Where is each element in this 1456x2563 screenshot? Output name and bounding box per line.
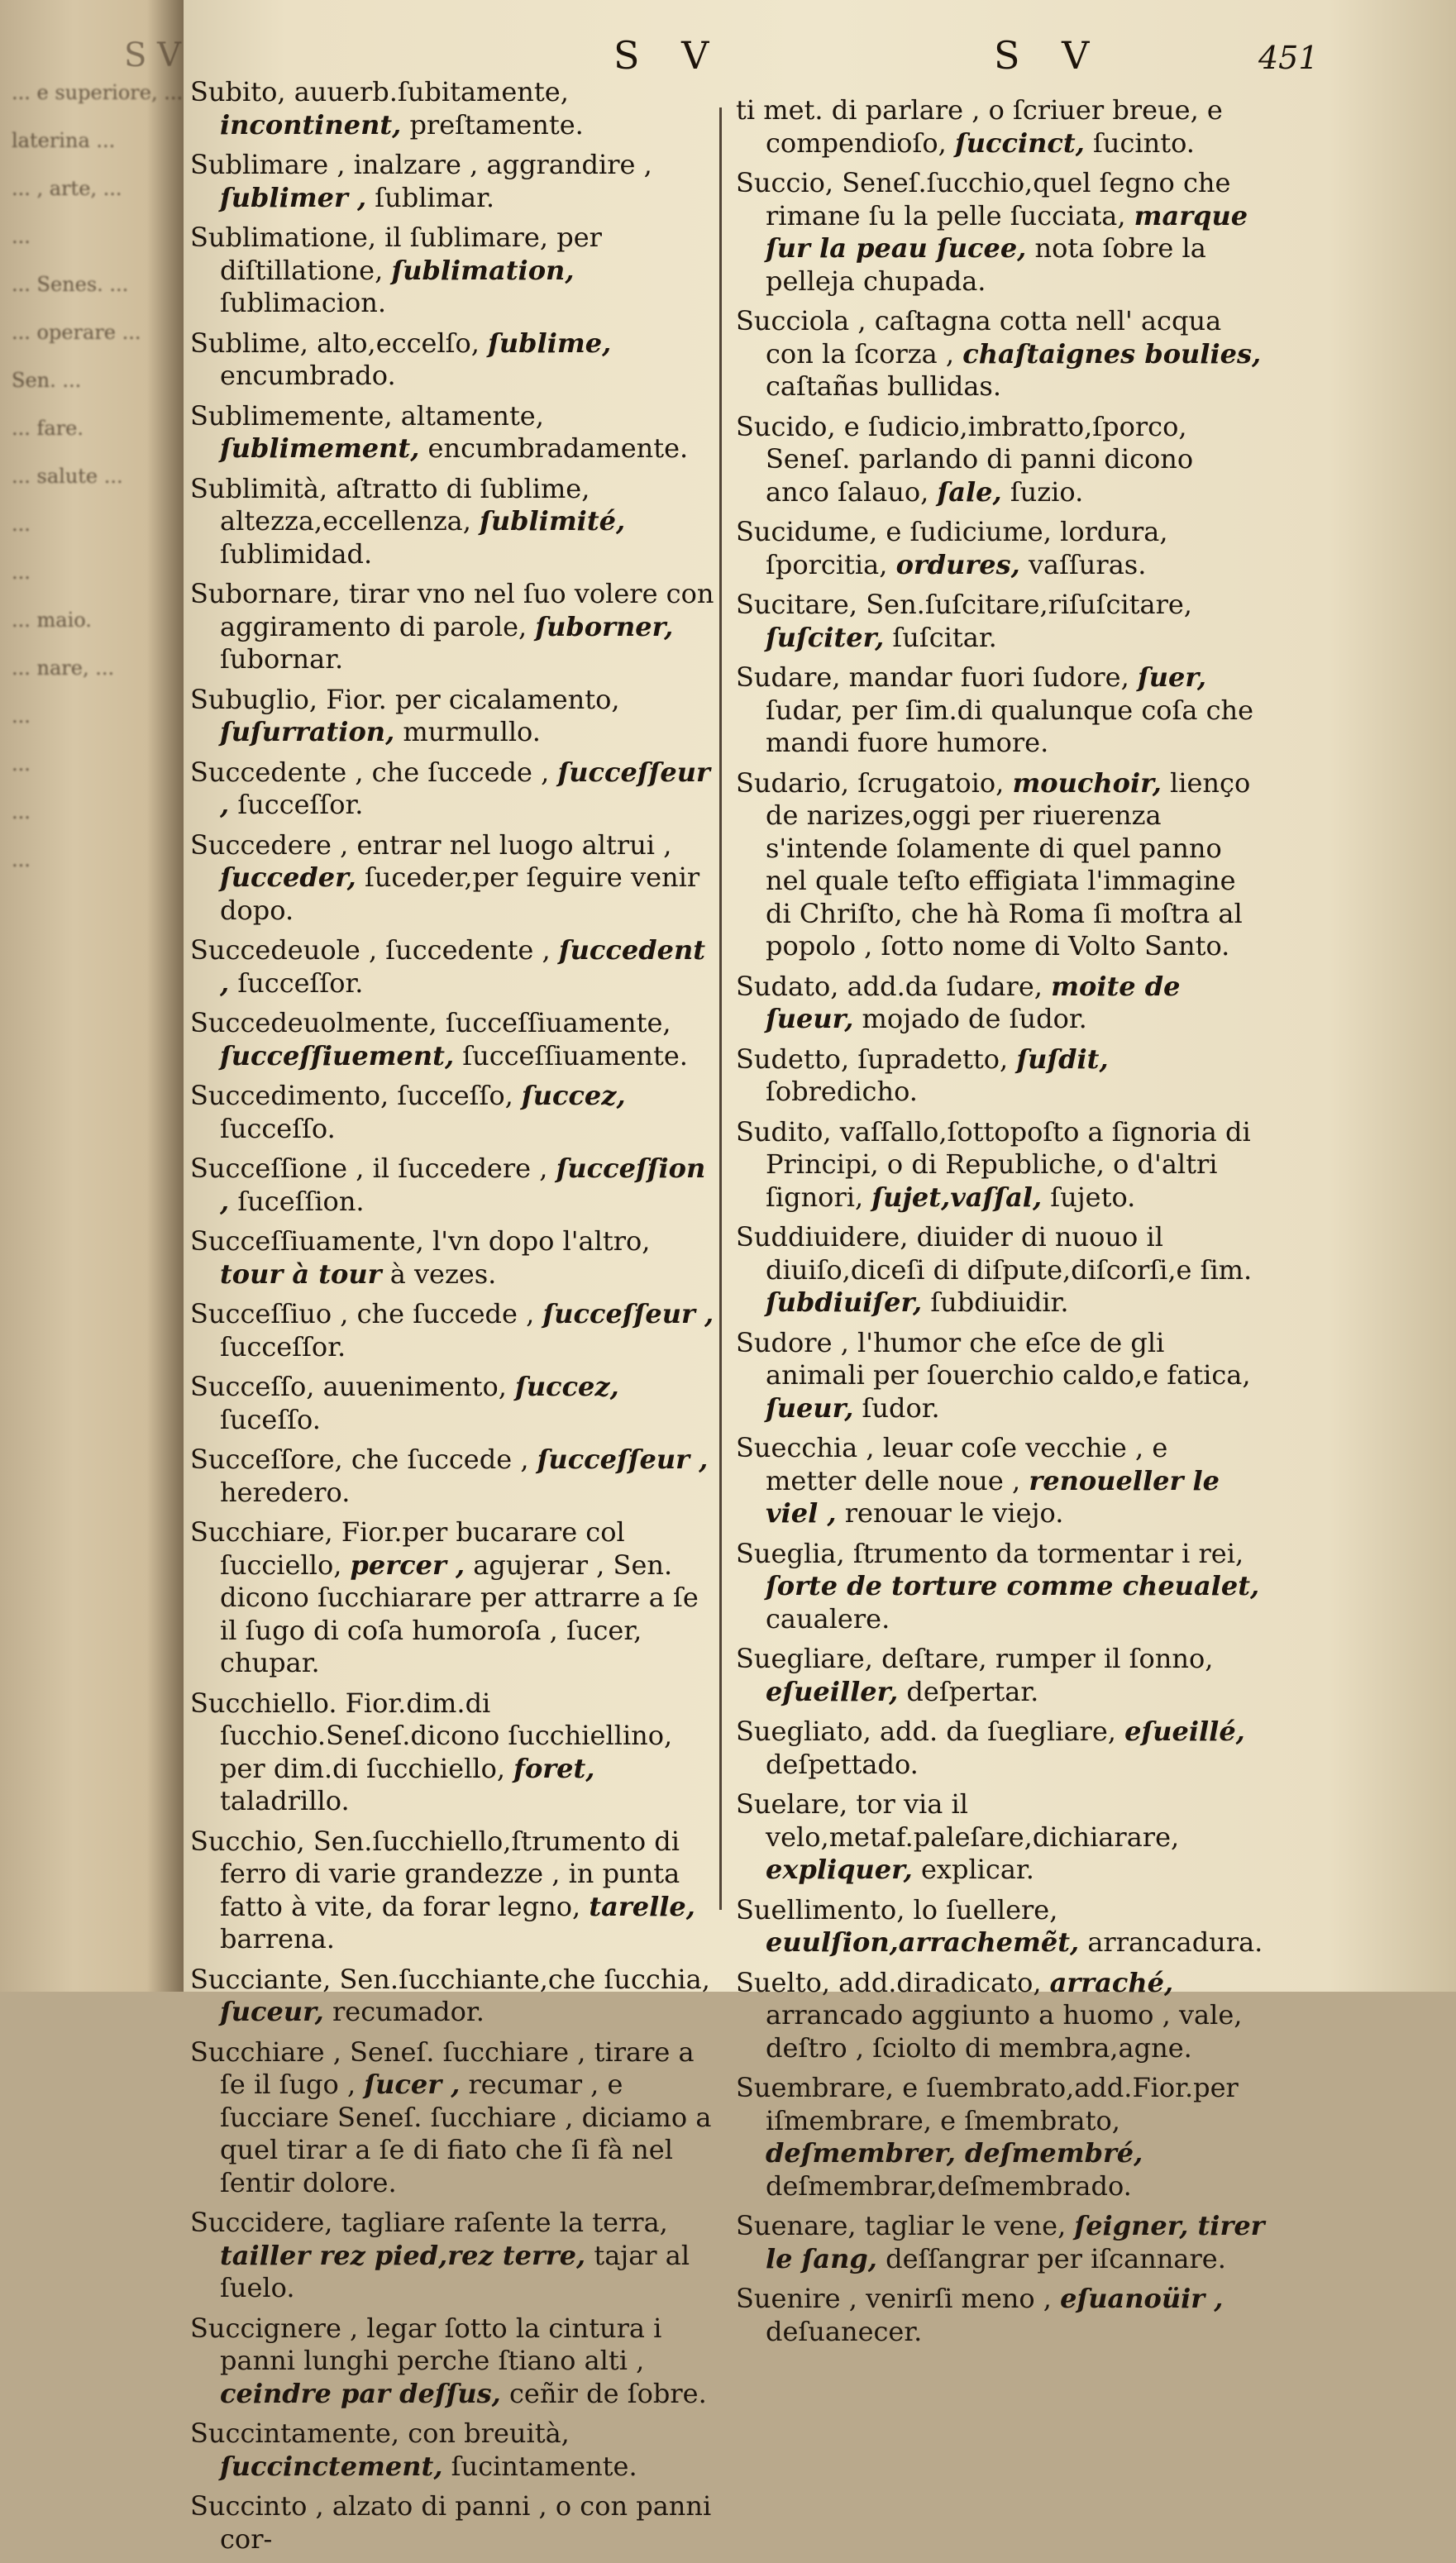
definition: leuar coſe vecchie , e metter delle noue ,: [766, 1432, 1168, 1496]
definition: Seneſ.ſucchio,quel ſegno che rimane ſu la pelle ſucciata,: [766, 167, 1231, 231]
headword: Sudato,: [736, 970, 839, 1002]
french-equivalent: ſuer,: [1137, 661, 1206, 693]
french-equivalent: ſuccedent ,: [220, 934, 706, 999]
definition: diuider di nuouo il diuiſo,diceſi di diſpute,diſcorſi,e ſim.: [766, 1221, 1253, 1286]
spanish-equivalent: taladrillo.: [220, 1785, 350, 1816]
definition: che ſuccede ,: [371, 756, 550, 788]
french-equivalent: ſucceder,: [220, 861, 356, 893]
dictionary-entry: [190, 1687, 719, 1818]
french-equivalent: ſorte de torture comme cheualet,: [766, 1570, 1260, 1601]
french-equivalent: moite de ſueur,: [766, 970, 1181, 1034]
headword: Succedere ,: [190, 828, 349, 861]
spanish-equivalent: recumador.: [332, 1996, 485, 2027]
dictionary-entry: [190, 1826, 719, 1956]
french-equivalent: ſucceſſiuement,: [220, 1039, 455, 1071]
definition: il ſublimare, per diſtillatione,: [220, 222, 602, 286]
french-equivalent: ſueur,: [766, 1391, 854, 1424]
definition: e ſuembrato,add.Fior.per iſmembrare, e ſmembrato,: [766, 2072, 1239, 2136]
definition: add.da ſudare,: [847, 970, 1043, 1002]
french-equivalent: percer ,: [350, 1549, 465, 1581]
french-equivalent: ſucceſſeur ,: [542, 1298, 714, 1329]
dictionary-entry: [190, 76, 719, 141]
spanish-equivalent: caſtañas bullidas.: [766, 370, 1002, 402]
dictionary-entry: [190, 400, 719, 465]
french-equivalent: renoueller le viel ,: [766, 1464, 1220, 1529]
spanish-equivalent: deſuanecer.: [766, 2315, 923, 2347]
spanish-equivalent: tajar al ſuelo.: [220, 2239, 690, 2303]
headword: Suelare,: [736, 1788, 848, 1820]
spanish-equivalent: caualere.: [766, 1602, 890, 1635]
spanish-equivalent: deſmembrar,deſmembrado.: [766, 2169, 1132, 2202]
french-equivalent: ſucceſſion ,: [220, 1153, 706, 1217]
spanish-equivalent: ſudar, per ſim.di qualunque coſa che mandi fuore humore.: [766, 694, 1254, 758]
definition: deſtare, rumper il ſonno,: [881, 1643, 1214, 1674]
spanish-equivalent: ſucintamente.: [451, 2450, 637, 2482]
french-equivalent: ſucceſſeur ,: [220, 756, 710, 820]
spanish-equivalent: encumbrado.: [220, 360, 396, 391]
headword: Succignere ,: [190, 2312, 359, 2344]
definition: ſucceſſo,: [397, 1080, 513, 1111]
column-rule: [719, 107, 722, 1910]
french-equivalent: ſublime,: [488, 327, 612, 359]
french-equivalent: eſueillé,: [1124, 1716, 1245, 1747]
spanish-equivalent: nota ſobre la pelleja chupada.: [766, 232, 1206, 297]
french-equivalent: ſucceſſeur ,: [537, 1444, 709, 1475]
dictionary-entry: [736, 516, 1265, 581]
headword: Suenare,: [736, 2210, 857, 2241]
dictionary-entry: [736, 411, 1265, 509]
definition: altamente,: [400, 399, 544, 432]
spanish-equivalent: deſpertar.: [906, 1675, 1039, 1707]
headword: Succeſſiuo ,: [190, 1298, 349, 1329]
headword: Sucidume,: [736, 516, 878, 547]
dictionary-entry: [736, 1538, 1265, 1636]
dictionary-entry: [736, 305, 1265, 403]
spanish-equivalent: ſublimidad.: [220, 537, 373, 570]
facing-page-fragment: ...: [12, 704, 31, 728]
dictionary-entry: [736, 1894, 1265, 1959]
running-head-left: S V: [613, 33, 724, 78]
headword: Succedente ,: [190, 756, 364, 788]
dictionary-entry: [736, 2283, 1265, 2348]
headword: Subuglio,: [190, 683, 318, 715]
facing-page-fragment: ...: [12, 225, 31, 248]
dictionary-entry: [190, 578, 719, 676]
definition: add.diradicato,: [838, 1966, 1042, 1998]
definition: alto,eccelſo,: [317, 327, 480, 359]
french-equivalent: ſuccinct,: [955, 126, 1085, 159]
spanish-equivalent: deſſangrar per iſcannare.: [886, 2242, 1226, 2274]
definition: aſtratto di ſublime, altezza,eccellenza,: [220, 472, 590, 537]
facing-page-fragment: Sen. ...: [12, 369, 82, 392]
headword: Succiante,: [190, 1963, 332, 1995]
headword: Succidere,: [190, 2207, 333, 2238]
spanish-equivalent: arrancadura.: [1087, 1926, 1263, 1958]
headword: Succeſſiuamente,: [190, 1225, 424, 1257]
headword: Succedeuolmente,: [190, 1007, 437, 1038]
definition: Seneſ. ſucchiare , tirare a ſe il ſugo ,: [220, 2036, 695, 2100]
headword: Succedimento,: [190, 1080, 389, 1111]
spanish-equivalent: renouar le viejo.: [844, 1497, 1064, 1529]
spanish-equivalent: ſuzio.: [1010, 475, 1084, 508]
facing-page-running-head: S V: [124, 36, 182, 74]
french-equivalent: ſucer ,: [364, 2069, 461, 2100]
french-equivalent: ſuccez,: [521, 1080, 626, 1111]
dictionary-entry: [736, 589, 1265, 654]
headword: Suelto,: [736, 1966, 830, 1998]
dictionary-entry: [736, 1327, 1265, 1425]
page-number: 451: [1258, 40, 1319, 76]
page-header: [184, 33, 1456, 83]
facing-page-fragment: ...: [12, 800, 31, 823]
dictionary-entry: [190, 2417, 719, 2483]
spanish-equivalent: ſujeto.: [1050, 1181, 1136, 1213]
spanish-equivalent: à vezes.: [389, 1258, 497, 1290]
spanish-equivalent: murmullo.: [403, 716, 541, 747]
definition: ſupradetto,: [857, 1043, 1009, 1075]
headword: Sucido,: [736, 410, 836, 442]
headword: Suenire ,: [736, 2283, 857, 2314]
dictionary-entry: [190, 1007, 719, 1072]
right-column: [736, 94, 1265, 2355]
dictionary-entry: [190, 2036, 719, 2200]
definition: Sen.ſucchiante,che ſucchia,: [339, 1963, 710, 1995]
spanish-equivalent: ſobredicho.: [766, 1076, 918, 1107]
definition: e ſudicio,imbratto,ſporco, Seneſ. parlando di panni dicono anco ſalauo,: [766, 410, 1194, 508]
french-equivalent: eſueiller,: [766, 1675, 899, 1707]
definition: venirſi meno ,: [866, 2283, 1052, 2314]
facing-page-fragment: ... Senes. ...: [12, 273, 129, 296]
dictionary-entry: [736, 1967, 1265, 2065]
spanish-equivalent: ſuceſſion.: [237, 1185, 365, 1217]
definition: il ſuccedere ,: [372, 1153, 548, 1184]
french-equivalent: ceindre par deſſus,: [220, 2377, 501, 2409]
french-equivalent: foret,: [513, 1752, 595, 1784]
definition: che ſuccede ,: [356, 1298, 535, 1329]
dictionary-entry: [190, 1080, 719, 1145]
dictionary-entry: [736, 1221, 1265, 1320]
french-equivalent: ſublimer ,: [220, 181, 367, 213]
dictionary-entry: [190, 327, 719, 393]
french-equivalent: arraché,: [1049, 1966, 1174, 1998]
headword: Sublimare ,: [190, 149, 346, 180]
definition: ſucceſſiuamente,: [445, 1007, 671, 1038]
french-equivalent: ſale,: [937, 475, 1002, 508]
french-equivalent: ordures,: [895, 548, 1020, 580]
headword: Suddiuidere,: [736, 1221, 909, 1253]
dictionary-entry: [736, 971, 1265, 1036]
headword: Succiola ,: [736, 305, 866, 336]
spanish-equivalent: ſublimar.: [375, 181, 495, 213]
french-equivalent: tailler rez pied,rez terre,: [220, 2239, 586, 2271]
headword: Succeſſo,: [190, 1371, 315, 1402]
dictionary-entry: [190, 1964, 719, 2029]
french-equivalent: ſuſurration,: [220, 716, 395, 747]
headword: Sueglia,: [736, 1537, 845, 1569]
french-equivalent: ſuſciter,: [766, 621, 885, 653]
french-equivalent: ſuborner,: [535, 610, 674, 642]
french-equivalent: expliquer,: [766, 1854, 913, 1885]
spanish-equivalent: ſuceſſo.: [220, 1403, 321, 1435]
headword: Sudetto,: [736, 1043, 850, 1075]
dictionary-entry: [736, 767, 1265, 963]
definition: auuerb.ſubitamente,: [294, 76, 569, 107]
facing-page-fragment: ... fare.: [12, 417, 84, 440]
definition: tagliar le vene,: [864, 2210, 1067, 2241]
french-equivalent: tour à tour: [220, 1258, 382, 1290]
definition: vaſſallo,ſottopoſto a ſignoria di Principi, o di Republiche, o d'altri ſignori,: [766, 1115, 1251, 1213]
spanish-equivalent: ſubornar.: [220, 643, 344, 675]
spanish-equivalent: ſubdiuidir.: [930, 1286, 1069, 1318]
dictionary-entry: [190, 473, 719, 571]
definition: add. da ſuegliare,: [879, 1716, 1116, 1747]
french-equivalent: ſubdiuiſer,: [766, 1286, 923, 1318]
spanish-equivalent: encumbradamente.: [427, 432, 689, 464]
french-equivalent: marque ſur la peau ſucee,: [766, 199, 1248, 264]
headword: Subito,: [190, 76, 286, 107]
definition: ti met. di parlare , o ſcriuer breue, e compendioſo,: [736, 94, 1223, 159]
dictionary-entry: [736, 1116, 1265, 1215]
dictionary-entry: [190, 2312, 719, 2411]
spanish-equivalent: ſucceſſo.: [220, 1112, 336, 1144]
headword: Succeſſore,: [190, 1444, 343, 1475]
definition: Fior.dim.di ſucchio.Seneſ.dicono ſucchiellino, per dim.di ſucchiello,: [220, 1687, 673, 1784]
french-equivalent: deſmembrer, deſmembré,: [766, 2137, 1143, 2169]
french-equivalent: ſuccez,: [515, 1371, 619, 1402]
dictionary-entry: [736, 1643, 1265, 1708]
dictionary-entry: [190, 1516, 719, 1680]
spanish-equivalent: ſucceſſor.: [237, 966, 364, 999]
definition: Sen.ſucchiello,ſtrumento di ferro di varie grandezze , in punta fatto à vite, da forar legno,: [220, 1825, 680, 1922]
spanish-equivalent: heredero.: [220, 1476, 351, 1508]
dictionary-entry: [736, 1043, 1265, 1109]
definition: mandar fuori ſudore,: [848, 661, 1129, 693]
definition: con breuità,: [408, 2417, 570, 2449]
spanish-equivalent: ceñir de ſobre.: [508, 2377, 707, 2409]
definition: Fior. per cicalamento,: [326, 683, 620, 715]
headword: Succhio,: [190, 1825, 305, 1857]
dictionary-entry: [736, 2072, 1265, 2203]
headword: Succhiello.: [190, 1687, 337, 1719]
definition: auuenimento,: [322, 1371, 507, 1402]
headword: Succhiare ,: [190, 2036, 341, 2068]
facing-page-fragment: ... salute ...: [12, 465, 123, 488]
french-equivalent: ſublimement,: [220, 432, 420, 464]
spanish-equivalent: recumar , e ſucciare Seneſ. ſucchiare , diciamo a quel tirar a ſe di fiato che ſi fà nel ſentir dolore.: [220, 2069, 712, 2198]
definition: Fior.per bucarare col ſucciello,: [220, 1516, 625, 1581]
spanish-equivalent: ſucceſſiuamente.: [462, 1039, 688, 1071]
dictionary-entry: [736, 94, 1265, 160]
headword: Sublimemente,: [190, 399, 393, 432]
definition: che ſuccede ,: [351, 1444, 529, 1475]
headword: Sudore ,: [736, 1326, 849, 1358]
facing-page-fragment: ... nare, ...: [12, 656, 115, 680]
spanish-equivalent: ſucinto.: [1093, 126, 1195, 159]
french-equivalent: mouchoir,: [1012, 766, 1162, 799]
dictionary-entry: [190, 934, 719, 1000]
definition: legar ſotto la cintura i panni lunghi perche ſtiano alti ,: [220, 2312, 662, 2376]
headword: Succio,: [736, 167, 834, 198]
french-equivalent: ſublimité,: [480, 505, 626, 537]
dictionary-entry: [190, 1298, 719, 1363]
french-equivalent: tarelle,: [589, 1890, 695, 1922]
headword: Suembrare,: [736, 2072, 895, 2103]
facing-page-fragment: laterina ...: [12, 129, 116, 152]
spanish-equivalent: mojado de ſudor.: [862, 1003, 1087, 1034]
definition: ſcrugatoio,: [857, 766, 1005, 799]
dictionary-entry: [736, 167, 1265, 298]
dictionary-entry: [190, 2490, 719, 2556]
headword: Suellimento,: [736, 1893, 905, 1926]
french-equivalent: eſuanoüir ,: [1060, 2283, 1224, 2314]
french-equivalent: ſublimation,: [391, 254, 575, 286]
running-head-right: S V: [994, 33, 1105, 78]
headword: Sudario,: [736, 766, 850, 799]
spanish-equivalent: ſublimacion.: [220, 287, 387, 318]
definition: alzato di panni , o con panni cor-: [220, 2490, 712, 2555]
headword: Sublimità,: [190, 472, 328, 504]
headword: Sublimatione,: [190, 222, 376, 253]
facing-page-fragment: ... maio.: [12, 609, 92, 632]
spanish-equivalent: ſucceſſor.: [220, 1330, 346, 1363]
dictionary-entry: [190, 756, 719, 822]
spanish-equivalent: arrancado aggiunto a huomo , vale, deſtro , ſciolto di membra,agne.: [766, 1999, 1243, 2064]
left-column: [190, 76, 719, 2563]
dictionary-entry: [190, 1444, 719, 1509]
definition: inalzare , aggrandire ,: [353, 149, 652, 180]
facing-page-fragment: ... , arte, ...: [12, 177, 122, 200]
facing-page-fragment: ...: [12, 561, 31, 584]
facing-page-margin: [0, 0, 184, 1992]
definition: ſtrumento da tormentar i rei,: [852, 1537, 1244, 1569]
definition: Sen.ſuſcitare,riſuſcitare,: [866, 589, 1192, 620]
dictionary-entry: [190, 684, 719, 749]
headword: Succhiare,: [190, 1516, 333, 1548]
definition: entrar nel luogo altrui ,: [356, 828, 672, 861]
spanish-equivalent: barrena.: [220, 1923, 335, 1954]
dictionary-entry: [190, 222, 719, 320]
definition: tagliare raſente la terra,: [341, 2207, 668, 2238]
definition: ſuccedente ,: [385, 934, 551, 966]
spanish-equivalent: lienço de narizes,oggi per riuerenza s'intende ſolamente di quel panno nel quale teſto effigiata l'immagine di Chriſto, che hà Roma ſi moſtra al popolo , ſotto nome di Volto Santo.: [766, 766, 1251, 962]
facing-page-fragment: ... e superiore, ...: [12, 81, 184, 104]
spanish-equivalent: explicar.: [920, 1854, 1034, 1885]
dictionary-entry: [190, 2207, 719, 2305]
spanish-equivalent: ſuceder,per ſeguire venir dopo.: [220, 861, 700, 926]
spanish-equivalent: preſtamente.: [409, 108, 584, 141]
definition: tor via il velo,metaf.paleſare,dichiarare,: [766, 1788, 1180, 1853]
dictionary-entry: [736, 1716, 1265, 1781]
headword: Sublime,: [190, 327, 308, 359]
definition: lo ſuellere,: [913, 1893, 1058, 1926]
dictionary-entry: [736, 2210, 1265, 2275]
dictionary-entry: [736, 1788, 1265, 1887]
facing-page-fragment: ...: [12, 848, 31, 871]
headword: Succedeuole ,: [190, 934, 378, 966]
dictionary-entry: [190, 149, 719, 214]
dictionary-entry: [736, 661, 1265, 760]
dictionary-entry: [190, 1225, 719, 1291]
french-equivalent: ſuccinctement,: [220, 2450, 443, 2482]
dictionary-page: [184, 0, 1456, 2555]
spanish-equivalent: ſucceſſor.: [237, 789, 364, 820]
spanish-equivalent: deſpettado.: [766, 1748, 919, 1780]
headword: Sucitare,: [736, 589, 858, 620]
headword: Suecchia ,: [736, 1432, 875, 1463]
headword: Succinto ,: [190, 2490, 324, 2522]
definition: l'humor che eſce de gli animali per ſouerchio caldo,e fatica,: [766, 1326, 1251, 1391]
dictionary-entry: [190, 829, 719, 928]
headword: Succeſſione ,: [190, 1153, 365, 1184]
dictionary-entry: [190, 1153, 719, 1218]
dictionary-entry: [190, 1371, 719, 1436]
facing-page-fragment: ...: [12, 752, 31, 776]
headword: Suegliare,: [736, 1643, 873, 1674]
headword: Sudare,: [736, 661, 841, 693]
french-equivalent: ſeigner, tirer le ſang,: [766, 2210, 1265, 2274]
french-equivalent: ſujet,vaſſal,: [871, 1181, 1043, 1213]
facing-page-fragment: ...: [12, 513, 31, 536]
french-equivalent: euulſion,arrachemẽt,: [766, 1926, 1080, 1958]
french-equivalent: chaſtaignes boulies,: [962, 337, 1262, 370]
definition: e ſudiciume, lordura, ſporcitia,: [766, 516, 1168, 580]
spanish-equivalent: agujerar , Sen. dicono ſucchiarare per attrarre a ſe il ſugo di coſa humoroſa , ſucer, chupar.: [220, 1549, 699, 1678]
french-equivalent: incontinent,: [220, 108, 402, 141]
headword: Succintamente,: [190, 2417, 400, 2449]
definition: caſtagna cotta nell' acqua con la ſcorza ,: [766, 305, 1222, 370]
french-equivalent: ſuceur,: [220, 1996, 324, 2027]
spanish-equivalent: ſuſcitar.: [892, 621, 997, 653]
dictionary-entry: [736, 1432, 1265, 1530]
headword: Suegliato,: [736, 1716, 871, 1747]
spanish-equivalent: vaſſuras.: [1028, 548, 1147, 580]
headword: Sudito,: [736, 1115, 832, 1148]
facing-page-fragment: ... operare ...: [12, 321, 141, 344]
definition: l'vn dopo l'altro,: [432, 1225, 651, 1257]
spanish-equivalent: ſudor.: [862, 1391, 940, 1424]
french-equivalent: ſuſdit,: [1016, 1043, 1109, 1075]
headword: Subornare,: [190, 578, 341, 609]
definition: tirar vno nel ſuo volere con aggiramento di parole,: [220, 578, 714, 642]
